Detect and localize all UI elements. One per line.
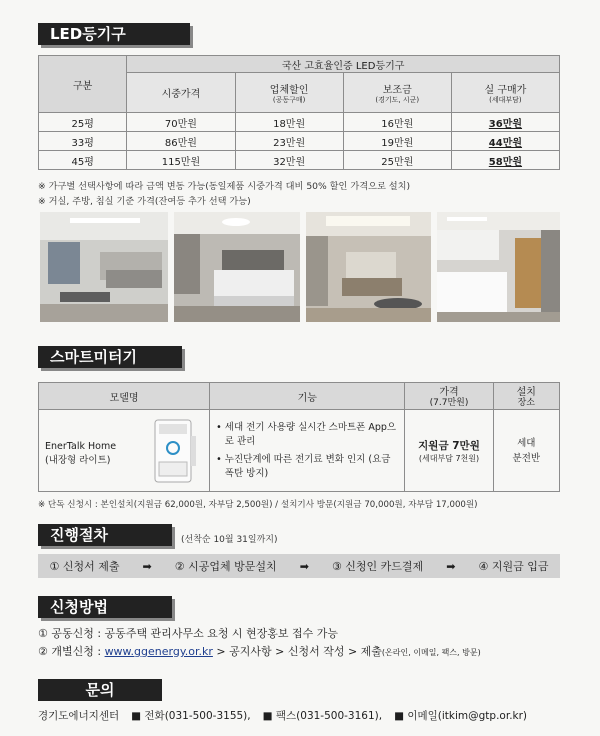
model-sub: (내장형 라이트) <box>45 455 111 466</box>
contact-phone: ■ 전화(031-500-3155), <box>131 710 251 722</box>
process-section-title: 진행절차 <box>38 524 172 546</box>
kitchen-photo <box>437 212 560 322</box>
table-row <box>39 410 560 492</box>
col-group-header: 국산 고효율인증 LED등기구 <box>127 56 560 73</box>
row-discount: 32만원 <box>235 151 343 170</box>
row-market: 115만원 <box>127 151 235 170</box>
row-actual: 44만원 <box>451 132 559 151</box>
col-actual: 실 구매가 (세대부담) <box>451 73 559 113</box>
row-actual: 36만원 <box>451 113 559 132</box>
kids-room-photo <box>306 212 431 322</box>
apply-section-title: 신청방법 <box>38 596 172 618</box>
contact-email: ■ 이메일(itkim@gtp.or.kr) <box>394 710 528 722</box>
col-type: 구분 <box>39 56 127 113</box>
install-line-1: 세대 <box>517 437 536 449</box>
smart-meter-device-icon <box>151 416 199 486</box>
apply-method-2-small: (온라인, 이메일, 팩스, 방문) <box>381 648 481 657</box>
col-install: 설치 장소 <box>493 383 559 410</box>
led-note-2: ※ 거실, 주방, 침실 기준 가격(잔여등 추가 선택 가능) <box>38 196 251 207</box>
col-function: 기능 <box>210 383 405 410</box>
price-main: 지원금 7만원 <box>418 439 480 452</box>
function-item-1: 세대 전기 사용량 실시간 스마트폰 App으로 관리 <box>224 421 397 447</box>
ggenergy-link[interactable]: www.ggenergy.or.kr <box>104 645 213 658</box>
model-cell <box>39 410 210 492</box>
meter-table <box>38 382 560 492</box>
apply-method-2 <box>38 643 481 659</box>
row-subsidy: 16만원 <box>343 113 451 132</box>
row-size: 33평 <box>39 132 127 151</box>
row-market: 70만원 <box>127 113 235 132</box>
contact-org: 경기도에너지센터 <box>38 710 120 722</box>
price-cell <box>405 410 493 492</box>
meter-section-title: 스마트미터기 <box>38 346 182 368</box>
apply-method-2-prefix: ② 개별신청 : <box>38 645 105 658</box>
table-row <box>39 151 560 170</box>
col-subsidy: 보조금 (경기도, 시군) <box>343 73 451 113</box>
col-model: 모델명 <box>39 383 210 410</box>
function-cell: • 세대 전기 사용량 실시간 스마트폰 App으로 관리 • 누진단계에 따른 전기료 변화 인지 (요금폭탄 방지) <box>210 410 405 492</box>
process-subtitle: (선착순 10월 31일까지) <box>181 535 278 545</box>
row-size: 45평 <box>39 151 127 170</box>
row-size: 25평 <box>39 113 127 132</box>
arrow-right-icon: ➡ <box>446 559 456 573</box>
living-room-photo <box>40 212 168 322</box>
process-step-2: ② 시공업체 방문설치 <box>174 560 277 573</box>
arrow-right-icon: ➡ <box>142 559 152 573</box>
table-row <box>39 113 560 132</box>
led-price-table <box>38 55 560 170</box>
row-discount: 18만원 <box>235 113 343 132</box>
install-cell <box>493 410 559 492</box>
col-discount: 업체할인 (공동구매) <box>235 73 343 113</box>
function-item-2: 누진단계에 따른 전기료 변화 인지 (요금폭탄 방지) <box>224 453 391 479</box>
row-subsidy: 19만원 <box>343 132 451 151</box>
apply-method-2-rest: > 공지사항 > 신청서 작성 > 제출 <box>212 645 382 658</box>
contact-line <box>38 708 527 723</box>
bedroom-photo <box>174 212 300 322</box>
arrow-right-icon: ➡ <box>299 559 309 573</box>
install-line-2: 분전반 <box>512 452 541 464</box>
process-step-4: ④ 지원금 입금 <box>478 560 549 573</box>
contact-fax: ■ 팩스(031-500-3161), <box>262 710 383 722</box>
apply-method-1: ① 공동신청 : 공동주택 관리사무소 요청 시 현장홍보 접수 가능 <box>38 627 339 640</box>
led-section-title: LED등기구 <box>38 23 190 45</box>
led-note-1: ※ 가구별 선택사항에 따라 금액 변동 가능(동일제품 시중가격 대비 50% 할인 가격으로 설치) <box>38 181 411 192</box>
col-market: 시중가격 <box>127 73 235 113</box>
model-name: EnerTalk Home <box>45 441 117 452</box>
row-actual: 58만원 <box>451 151 559 170</box>
row-discount: 23만원 <box>235 132 343 151</box>
table-row <box>39 132 560 151</box>
contact-section-title: 문의 <box>38 679 162 701</box>
process-step-1: ① 신청서 제출 <box>49 560 120 573</box>
process-flow <box>38 554 560 578</box>
row-market: 86만원 <box>127 132 235 151</box>
row-subsidy: 25만원 <box>343 151 451 170</box>
col-price: 가격 (7.7만원) <box>405 383 493 410</box>
price-sub: (세대부담 7천원) <box>418 453 480 463</box>
meter-note: ※ 단독 신청시 : 본인설치(지원금 62,000원, 자부담 2,500원) / 설치기사 방문(지원금 70,000원, 자부담 17,000원) <box>38 500 478 510</box>
process-step-3: ③ 신청인 카드결제 <box>331 560 424 573</box>
